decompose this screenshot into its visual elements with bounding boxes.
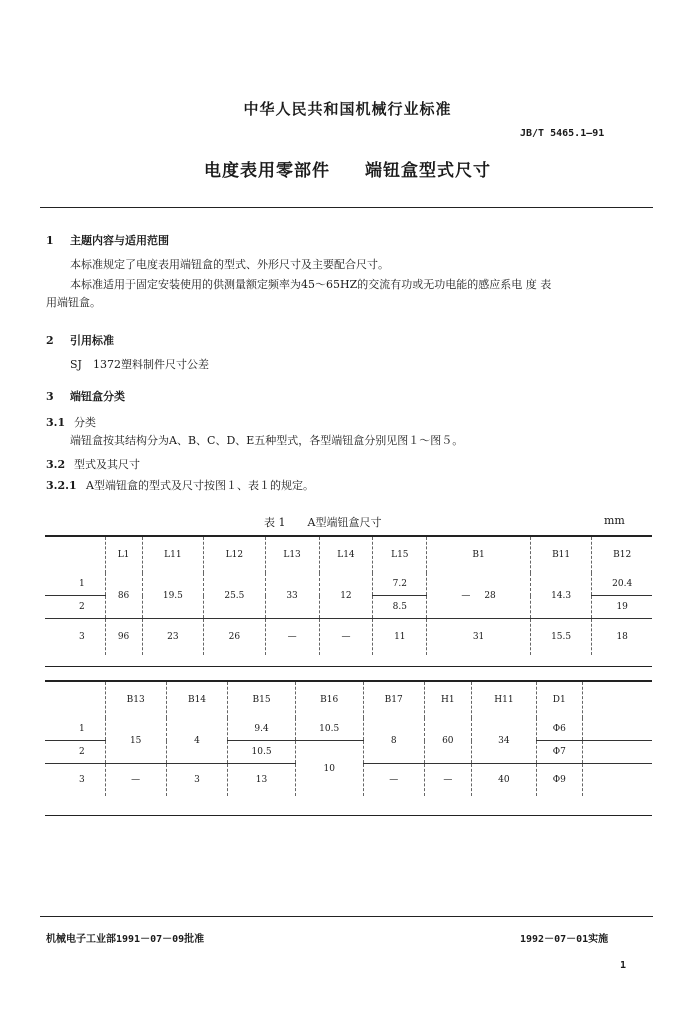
- table-cell: 96: [105, 619, 142, 656]
- table-cell: [582, 764, 652, 797]
- table-cell: 86: [105, 573, 142, 619]
- section-1-para-2: 本标准适用于固定安装使用的供测量额定频率为45～65HZ的交流有功或无功电能的感应系电 度 表: [70, 278, 552, 291]
- table-header: L13: [265, 537, 319, 573]
- page-number: 1: [620, 960, 627, 971]
- table-row: [45, 537, 652, 573]
- table-row: [45, 573, 652, 596]
- table-cell: —: [105, 764, 166, 797]
- table-cell: —: [265, 619, 319, 656]
- table-header: B12: [592, 537, 652, 573]
- section-3-2-heading: 3.2 型式及其尺寸: [46, 458, 140, 471]
- table-cell: 8.5: [373, 596, 427, 619]
- table-cell: 10.5: [295, 718, 363, 741]
- table-cell: 14.3: [530, 573, 592, 619]
- table-header: B11: [530, 537, 592, 573]
- table-header: B17: [363, 682, 424, 718]
- row-label: 3: [45, 764, 105, 797]
- table-cell: Φ6: [537, 718, 582, 741]
- table-2: [45, 682, 652, 796]
- row-label: 1: [79, 579, 85, 589]
- footer-rule: [40, 916, 653, 917]
- section-1-para-1: 本标准规定了电度表用端钮盒的型式、外形尺寸及主要配合尺寸。: [70, 258, 389, 271]
- table-cell: 8: [363, 718, 424, 764]
- row-label: 2: [45, 741, 105, 764]
- table-cell: [45, 537, 105, 573]
- table-cell: 18: [592, 619, 652, 656]
- table-caption: 表 1 A型端钮盒尺寸: [264, 516, 382, 529]
- table-2-bottom-rule: [45, 815, 652, 816]
- row-label: 1: [79, 724, 85, 734]
- table-cell: 15.5: [530, 619, 592, 656]
- table-cell: 20.4: [592, 573, 652, 596]
- table-row: [45, 682, 652, 718]
- table-header: L15: [373, 537, 427, 573]
- approval-date: 机械电子工业部1991－07－09批准: [46, 934, 205, 945]
- table-cell: —: [424, 764, 471, 797]
- table-cell: Φ9: [537, 764, 582, 797]
- standard-code: JB/T 5465.1—91: [520, 128, 605, 139]
- table-cell: 19.5: [142, 573, 204, 619]
- row-label: 3: [45, 619, 105, 656]
- table-cell: 13: [228, 764, 296, 797]
- section-3-2-1-text: 3.2.1 A型端钮盒的型式及尺寸按图１、表１的规定。: [46, 479, 314, 492]
- table-cell: —: [319, 619, 373, 656]
- table-cell: 19: [592, 596, 652, 619]
- section-3-1-text: 端钮盒按其结构分为A、B、C、D、E五种型式，各型端钮盒分别见图１～图５。: [70, 434, 464, 447]
- table-cell: 60: [424, 718, 471, 764]
- table-cell: —: [363, 764, 424, 797]
- section-1-para-2-cont: 用端钮盒。: [46, 296, 101, 309]
- section-3-1-heading: 3.1 分类: [46, 416, 96, 429]
- table-cell: 40: [471, 764, 536, 797]
- table-cell: 15: [105, 718, 166, 764]
- table-header: B15: [228, 682, 296, 718]
- table-cell-dash: —: [461, 590, 471, 601]
- table-unit: mm: [604, 514, 625, 527]
- table-header: B14: [166, 682, 227, 718]
- table-row: [45, 619, 652, 656]
- table-cell: 26: [204, 619, 266, 656]
- table-cell: [45, 682, 105, 718]
- table-cell: 23: [142, 619, 204, 656]
- table-header: L12: [204, 537, 266, 573]
- table-header: B13: [105, 682, 166, 718]
- table-header: L11: [142, 537, 204, 573]
- table-cell: 25.5: [204, 573, 266, 619]
- section-3-heading: 3 端钮盒分类: [46, 390, 125, 403]
- table-cell: 7.2: [373, 573, 427, 596]
- section-2-reference: SJ 1372塑料制件尺寸公差: [70, 358, 209, 371]
- table-header: L14: [319, 537, 373, 573]
- table-cell: 9.4: [228, 718, 296, 741]
- table-header: L1: [105, 537, 142, 573]
- table-cell-value: 28: [484, 590, 496, 601]
- table-cell: [582, 741, 652, 764]
- header-rule: [40, 207, 653, 208]
- table-1-bottom-rule: [45, 666, 652, 667]
- table-header: B1: [427, 537, 531, 573]
- section-2-heading: 2 引用标准: [46, 334, 114, 347]
- table-1: [45, 537, 652, 655]
- table-header: B16: [295, 682, 363, 718]
- issuing-organization: 中华人民共和国机械行业标准: [243, 100, 452, 118]
- table-header: H1: [424, 682, 471, 718]
- table-cell: 31: [427, 619, 531, 656]
- table-header: D1: [537, 682, 582, 718]
- table-cell: 4: [166, 718, 227, 764]
- table-cell: [582, 718, 652, 741]
- table-cell: 10.5: [228, 741, 296, 764]
- title-left: 电度表用零部件: [204, 161, 331, 181]
- table-cell: 33: [265, 573, 319, 619]
- table-cell: Φ7: [537, 741, 582, 764]
- table-cell: 11: [373, 619, 427, 656]
- table-cell: 12: [319, 573, 373, 619]
- document-title: [0, 156, 695, 181]
- table-header: H11: [471, 682, 536, 718]
- table-cell: 10: [295, 741, 363, 797]
- section-1-heading: 1 主题内容与适用范围: [46, 234, 169, 247]
- row-label: 2: [45, 596, 105, 619]
- table-cell: [582, 682, 652, 718]
- table-cell: [427, 573, 531, 619]
- implementation-date: 1992－07－01实施: [520, 934, 609, 945]
- table-cell: 3: [166, 764, 227, 797]
- title-right: 端钮盒型式尺寸: [364, 161, 491, 181]
- table-row: [45, 718, 652, 741]
- table-cell: 34: [471, 718, 536, 764]
